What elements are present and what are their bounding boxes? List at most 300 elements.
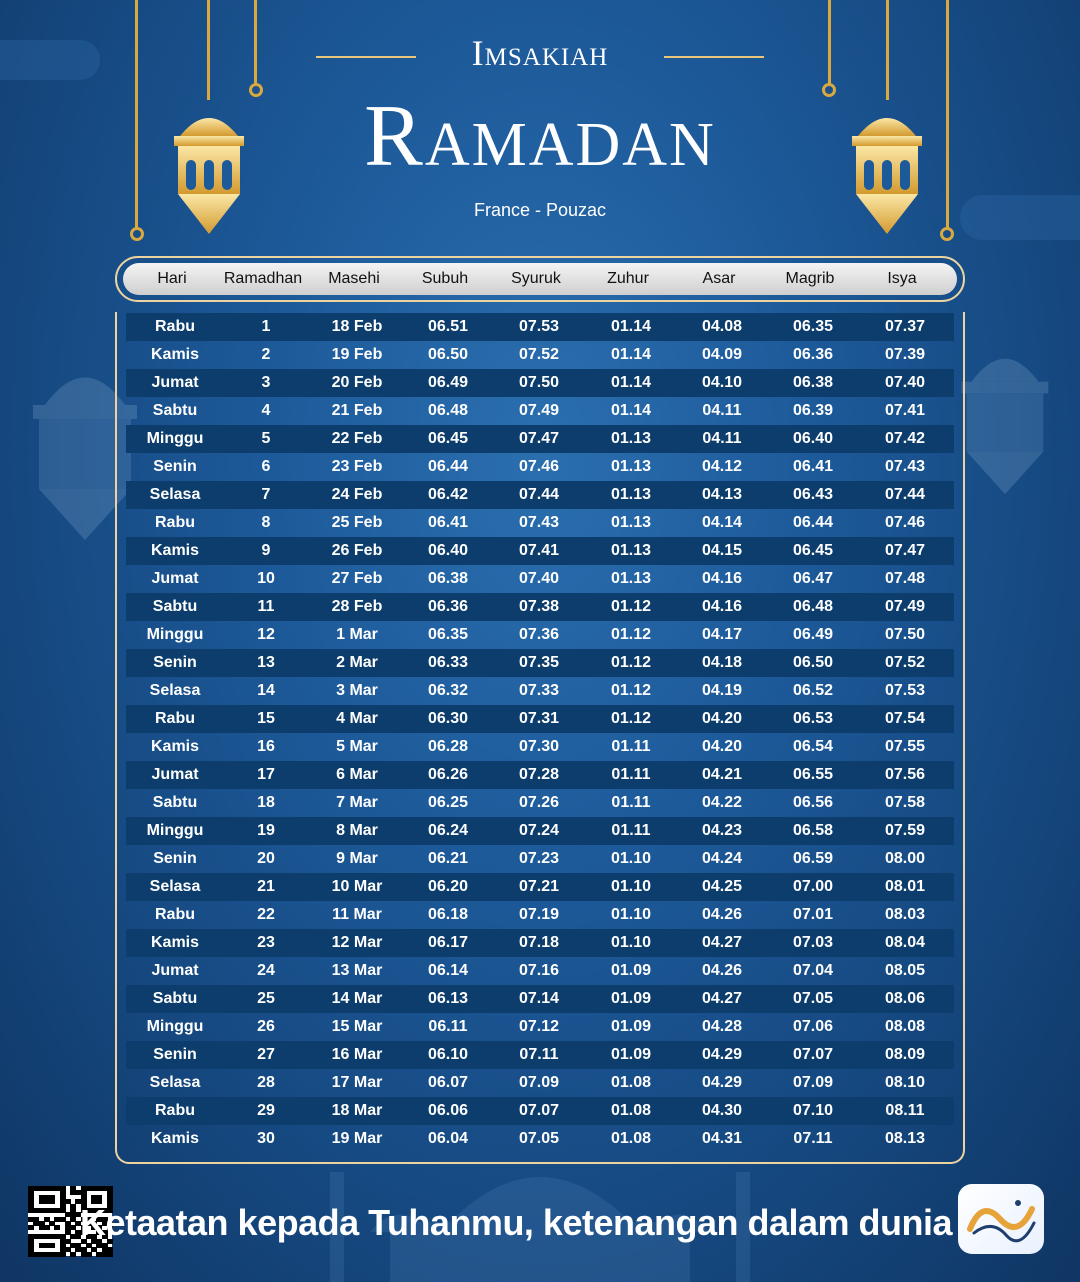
table-cell-ramadhan: 11 (257, 598, 275, 615)
table-cell-asar: 04.27 (701, 990, 743, 1007)
table-cell-ramadhan: 1 (261, 318, 271, 335)
table-cell-hari: Jumat (151, 766, 199, 783)
table-cell-ramadhan: 5 (261, 430, 271, 447)
table-cell-ramadhan: 4 (261, 402, 271, 419)
table-cell-syuruk: 07.28 (518, 766, 560, 783)
qr-module (86, 1252, 92, 1257)
table-cell-masehi: 21 Feb (331, 402, 383, 419)
table-cell-zuhur: 01.13 (610, 570, 652, 587)
table-cell-zuhur: 01.12 (610, 710, 652, 727)
table-cell-syuruk: 07.26 (518, 794, 560, 811)
table-cell-isya: 08.06 (884, 990, 926, 1007)
table-cell-zuhur: 01.09 (610, 1018, 652, 1035)
table-cell-hari: Sabtu (152, 402, 198, 419)
table-cell-syuruk: 07.12 (518, 1018, 560, 1035)
table-cell-masehi: 12 Mar (331, 934, 383, 951)
table-cell-zuhur: 01.09 (610, 962, 652, 979)
table-cell-ramadhan: 10 (257, 570, 275, 587)
table-header-frame (115, 256, 965, 302)
table-cell-ramadhan: 26 (257, 1018, 275, 1035)
table-cell-isya: 08.05 (884, 962, 926, 979)
table-cell-isya: 07.37 (884, 318, 926, 335)
table-cell-asar: 04.19 (701, 682, 743, 699)
table-cell-syuruk: 07.07 (518, 1102, 560, 1119)
table-cell-masehi: 24 Feb (331, 486, 383, 503)
table-cell-asar: 04.16 (701, 598, 743, 615)
table-cell-ramadhan: 7 (261, 486, 271, 503)
table-row (126, 929, 954, 957)
table-cell-asar: 04.20 (701, 710, 743, 727)
table-cell-ramadhan: 28 (257, 1074, 275, 1091)
table-cell-subuh: 06.30 (427, 710, 469, 727)
table-cell-asar: 04.26 (701, 906, 743, 923)
table-cell-asar: 04.11 (702, 430, 742, 447)
table-cell-zuhur: 01.09 (610, 1046, 652, 1063)
qr-module (107, 1252, 113, 1257)
table-cell-hari: Senin (153, 1046, 197, 1063)
table-cell-isya: 07.41 (884, 402, 926, 419)
table-cell-masehi: 13 Mar (331, 962, 383, 979)
table-cell-asar: 04.21 (701, 766, 743, 783)
table-row (126, 1125, 954, 1153)
table-cell-ramadhan: 18 (257, 794, 275, 811)
table-cell-isya: 07.52 (884, 654, 926, 671)
table-cell-syuruk: 07.23 (518, 850, 560, 867)
arabic-calligraphy-logo (958, 1184, 1044, 1254)
table-cell-subuh: 06.36 (427, 598, 469, 615)
table-cell-magrib: 06.53 (792, 710, 834, 727)
table-cell-magrib: 07.10 (792, 1102, 834, 1119)
column-header-zuhur: Zuhur (607, 270, 649, 287)
table-cell-magrib: 06.56 (792, 794, 834, 811)
table-row (126, 341, 954, 369)
table-cell-subuh: 06.44 (427, 458, 469, 475)
table-cell-subuh: 06.25 (427, 794, 469, 811)
table-cell-isya: 07.48 (884, 570, 926, 587)
table-cell-syuruk: 07.30 (518, 738, 560, 755)
table-cell-asar: 04.16 (701, 570, 743, 587)
table-cell-hari: Minggu (146, 430, 204, 447)
table-cell-ramadhan: 3 (261, 374, 271, 391)
table-cell-zuhur: 01.13 (610, 430, 652, 447)
table-cell-ramadhan: 15 (257, 710, 275, 727)
table-cell-subuh: 06.40 (427, 542, 469, 559)
table-row (126, 761, 954, 789)
column-header-asar: Asar (702, 270, 736, 287)
page-subtitle: Imsakiah (471, 33, 609, 73)
table-cell-isya: 07.58 (884, 794, 926, 811)
table-cell-syuruk: 07.09 (518, 1074, 560, 1091)
table-cell-masehi: 28 Feb (331, 598, 383, 615)
table-cell-asar: 04.12 (701, 458, 743, 475)
table-cell-masehi: 23 Feb (331, 458, 383, 475)
table-cell-zuhur: 01.11 (611, 794, 651, 811)
table-cell-subuh: 06.32 (427, 682, 469, 699)
table-cell-asar: 04.24 (701, 850, 743, 867)
table-cell-asar: 04.29 (701, 1074, 743, 1091)
table-cell-isya: 07.54 (884, 710, 926, 727)
table-cell-magrib: 07.03 (792, 934, 834, 951)
table-cell-ramadhan: 23 (257, 934, 275, 951)
table-cell-asar: 04.28 (701, 1018, 743, 1035)
table-row (126, 845, 954, 873)
table-cell-isya: 08.03 (884, 906, 926, 923)
table-cell-hari: Kamis (150, 934, 200, 951)
table-cell-zuhur: 01.10 (610, 850, 652, 867)
table-cell-masehi: 7 Mar (336, 794, 378, 811)
ring-decoration (940, 227, 954, 241)
qr-module (28, 1225, 34, 1230)
table-cell-masehi: 18 Feb (331, 318, 383, 335)
table-cell-magrib: 07.05 (792, 990, 834, 1007)
table-cell-isya: 07.56 (884, 766, 926, 783)
table-cell-masehi: 19 Feb (331, 346, 383, 363)
table-cell-asar: 04.26 (701, 962, 743, 979)
qr-module (44, 1225, 50, 1230)
table-cell-syuruk: 07.49 (518, 402, 560, 419)
table-cell-isya: 07.42 (884, 430, 926, 447)
table-cell-isya: 08.11 (885, 1102, 925, 1119)
table-cell-subuh: 06.20 (427, 878, 469, 895)
table-cell-ramadhan: 20 (257, 850, 275, 867)
table-cell-ramadhan: 14 (257, 682, 275, 699)
table-cell-asar: 04.27 (701, 934, 743, 951)
table-cell-isya: 07.47 (884, 542, 926, 559)
table-cell-subuh: 06.38 (427, 570, 469, 587)
table-row (126, 817, 954, 845)
table-cell-masehi: 17 Mar (331, 1074, 383, 1091)
table-cell-ramadhan: 19 (257, 822, 275, 839)
table-cell-hari: Selasa (149, 1074, 201, 1091)
column-header-magrib: Magrib (785, 270, 835, 287)
table-cell-magrib: 07.04 (792, 962, 834, 979)
table-cell-isya: 07.55 (884, 738, 926, 755)
table-cell-zuhur: 01.14 (610, 346, 652, 363)
table-cell-hari: Kamis (150, 1130, 200, 1147)
table-cell-masehi: 3 Mar (336, 682, 378, 699)
qr-module (49, 1243, 55, 1248)
table-cell-hari: Selasa (149, 878, 201, 895)
table-cell-hari: Kamis (150, 738, 200, 755)
table-cell-subuh: 06.13 (427, 990, 469, 1007)
table-cell-subuh: 06.10 (427, 1046, 469, 1063)
qr-module (70, 1252, 76, 1257)
qr-module (49, 1199, 55, 1204)
table-cell-zuhur: 01.11 (611, 822, 651, 839)
table-cell-zuhur: 01.14 (610, 402, 652, 419)
page-title: Ramadan (364, 88, 716, 185)
table-cell-magrib: 06.59 (792, 850, 834, 867)
table-cell-syuruk: 07.24 (518, 822, 560, 839)
table-cell-magrib: 06.43 (792, 486, 834, 503)
table-cell-hari: Sabtu (152, 598, 198, 615)
table-cell-magrib: 06.55 (792, 766, 834, 783)
table-cell-subuh: 06.18 (427, 906, 469, 923)
table-cell-ramadhan: 9 (261, 542, 271, 559)
table-cell-asar: 04.15 (701, 542, 743, 559)
table-cell-zuhur: 01.08 (610, 1130, 652, 1147)
table-cell-syuruk: 07.19 (518, 906, 560, 923)
table-row (126, 453, 954, 481)
table-row (126, 705, 954, 733)
table-cell-subuh: 06.42 (427, 486, 469, 503)
table-cell-zuhur: 01.10 (610, 906, 652, 923)
table-cell-asar: 04.08 (701, 318, 743, 335)
table-cell-subuh: 06.50 (427, 346, 469, 363)
table-cell-syuruk: 07.11 (519, 1046, 559, 1063)
table-cell-masehi: 10 Mar (331, 878, 383, 895)
table-cell-ramadhan: 8 (261, 514, 271, 531)
table-cell-masehi: 25 Feb (331, 514, 383, 531)
table-row (126, 425, 954, 453)
table-cell-magrib: 06.40 (792, 430, 834, 447)
table-cell-syuruk: 07.31 (518, 710, 560, 727)
table-row (126, 1069, 954, 1097)
background-lantern-icon (955, 330, 1055, 500)
table-cell-magrib: 06.41 (792, 458, 834, 475)
table-row (126, 369, 954, 397)
table-cell-hari: Kamis (150, 542, 200, 559)
table-cell-hari: Minggu (146, 626, 204, 643)
table-row (126, 957, 954, 985)
table-cell-zuhur: 01.08 (610, 1102, 652, 1119)
table-row (126, 565, 954, 593)
table-cell-magrib: 07.11 (793, 1130, 833, 1147)
table-cell-magrib: 06.50 (792, 654, 834, 671)
table-cell-zuhur: 01.13 (610, 486, 652, 503)
table-row (126, 1097, 954, 1125)
table-row (126, 985, 954, 1013)
table-cell-hari: Rabu (155, 906, 195, 923)
table-cell-isya: 08.08 (884, 1018, 926, 1035)
table-cell-masehi: 6 Mar (336, 766, 378, 783)
table-cell-hari: Jumat (151, 570, 199, 587)
table-cell-subuh: 06.21 (427, 850, 469, 867)
table-cell-asar: 04.25 (701, 878, 743, 895)
table-cell-asar: 04.31 (701, 1130, 743, 1147)
table-cell-magrib: 06.44 (792, 514, 834, 531)
table-cell-ramadhan: 24 (257, 962, 275, 979)
table-cell-ramadhan: 13 (257, 654, 275, 671)
table-cell-masehi: 1 Mar (336, 626, 378, 643)
table-cell-hari: Senin (153, 850, 197, 867)
table-cell-hari: Selasa (149, 682, 201, 699)
footer-marquee-text: Ketaatan kepada Tuhanmu, ketenangan dalam dunia (80, 1202, 953, 1243)
table-cell-ramadhan: 6 (261, 458, 271, 475)
table-row (126, 397, 954, 425)
table-cell-asar: 04.18 (701, 654, 743, 671)
column-header-masehi: Masehi (328, 270, 380, 287)
table-cell-magrib: 07.09 (792, 1074, 834, 1091)
table-cell-masehi: 9 Mar (336, 850, 378, 867)
table-cell-syuruk: 07.18 (518, 934, 560, 951)
table-cell-isya: 08.00 (884, 850, 926, 867)
table-cell-isya: 07.49 (884, 598, 926, 615)
table-cell-masehi: 20 Feb (331, 374, 383, 391)
table-cell-syuruk: 07.33 (518, 682, 560, 699)
table-cell-masehi: 5 Mar (336, 738, 378, 755)
table-cell-zuhur: 01.09 (610, 990, 652, 1007)
table-cell-isya: 08.13 (884, 1130, 926, 1147)
table-row (126, 873, 954, 901)
table-cell-isya: 07.46 (884, 514, 926, 531)
table-cell-hari: Rabu (155, 710, 195, 727)
table-cell-ramadhan: 25 (257, 990, 275, 1007)
table-cell-subuh: 06.45 (427, 430, 469, 447)
table-cell-asar: 04.17 (701, 626, 743, 643)
table-cell-masehi: 19 Mar (331, 1130, 383, 1147)
table-cell-hari: Sabtu (152, 990, 198, 1007)
table-cell-subuh: 06.28 (427, 738, 469, 755)
table-cell-isya: 08.09 (884, 1046, 926, 1063)
table-cell-hari: Jumat (151, 962, 199, 979)
table-cell-syuruk: 07.50 (518, 374, 560, 391)
table-cell-masehi: 14 Mar (331, 990, 383, 1007)
table-cell-syuruk: 07.35 (518, 654, 560, 671)
table-cell-syuruk: 07.53 (518, 318, 560, 335)
table-cell-ramadhan: 21 (257, 878, 275, 895)
table-cell-subuh: 06.35 (427, 626, 469, 643)
table-cell-isya: 07.59 (884, 822, 926, 839)
table-row (126, 481, 954, 509)
qr-module (54, 1225, 60, 1230)
table-row (126, 1013, 954, 1041)
table-cell-asar: 04.14 (701, 514, 743, 531)
table-cell-hari: Rabu (155, 514, 195, 531)
table-cell-syuruk: 07.40 (518, 570, 560, 587)
table-cell-hari: Senin (153, 458, 197, 475)
ring-decoration (130, 227, 144, 241)
table-cell-ramadhan: 22 (257, 906, 275, 923)
table-cell-magrib: 06.38 (792, 374, 834, 391)
table-cell-isya: 07.44 (884, 486, 926, 503)
table-cell-subuh: 06.04 (427, 1130, 469, 1147)
table-row (126, 509, 954, 537)
table-cell-isya: 07.40 (884, 374, 926, 391)
table-cell-ramadhan: 29 (257, 1102, 275, 1119)
table-row (126, 649, 954, 677)
table-cell-magrib: 06.35 (792, 318, 834, 335)
table-cell-magrib: 07.00 (792, 878, 834, 895)
table-cell-subuh: 06.11 (428, 1018, 468, 1035)
table-cell-zuhur: 01.13 (610, 458, 652, 475)
column-header-subuh: Subuh (421, 270, 469, 287)
table-cell-hari: Minggu (146, 822, 204, 839)
table-cell-subuh: 06.06 (427, 1102, 469, 1119)
table-cell-hari: Rabu (155, 1102, 195, 1119)
table-cell-masehi: 16 Mar (331, 1046, 383, 1063)
table-cell-zuhur: 01.14 (610, 374, 652, 391)
table-cell-zuhur: 01.12 (610, 654, 652, 671)
table-cell-magrib: 06.36 (792, 346, 834, 363)
table-cell-masehi: 27 Feb (331, 570, 383, 587)
table-cell-asar: 04.29 (701, 1046, 743, 1063)
table-cell-isya: 07.43 (884, 458, 926, 475)
column-header-hari: Hari (157, 270, 187, 287)
table-cell-masehi: 2 Mar (336, 654, 378, 671)
table-cell-magrib: 06.39 (792, 402, 834, 419)
table-cell-ramadhan: 2 (261, 346, 271, 363)
table-cell-zuhur: 01.11 (611, 738, 651, 755)
table-cell-asar: 04.30 (701, 1102, 743, 1119)
table-cell-asar: 04.09 (701, 346, 743, 363)
table-row (126, 593, 954, 621)
table-cell-syuruk: 07.05 (518, 1130, 560, 1147)
table-cell-masehi: 8 Mar (336, 822, 378, 839)
table-cell-masehi: 18 Mar (331, 1102, 383, 1119)
table-cell-syuruk: 07.47 (518, 430, 560, 447)
table-cell-syuruk: 07.46 (518, 458, 560, 475)
table-cell-isya: 08.04 (884, 934, 926, 951)
table-cell-isya: 07.39 (884, 346, 926, 363)
table-cell-syuruk: 07.36 (518, 626, 560, 643)
table-cell-magrib: 06.45 (792, 542, 834, 559)
table-cell-subuh: 06.26 (427, 766, 469, 783)
table-cell-ramadhan: 12 (257, 626, 275, 643)
table-cell-ramadhan: 16 (257, 738, 275, 755)
location-label: France - Pouzac (473, 200, 607, 220)
table-row (126, 677, 954, 705)
table-cell-hari: Senin (153, 654, 197, 671)
table-cell-hari: Sabtu (152, 794, 198, 811)
table-cell-zuhur: 01.11 (611, 766, 651, 783)
qr-module (60, 1252, 66, 1257)
table-cell-isya: 08.10 (884, 1074, 926, 1091)
column-header-syuruk: Syuruk (511, 270, 561, 287)
table-row (126, 789, 954, 817)
logo-calligraphy-icon (962, 1189, 1040, 1249)
table-cell-hari: Kamis (150, 346, 200, 363)
table-row (126, 313, 954, 341)
column-header-isya: Isya (887, 270, 917, 287)
table-cell-masehi: 15 Mar (331, 1018, 383, 1035)
table-cell-zuhur: 01.10 (610, 934, 652, 951)
table-cell-magrib: 07.07 (792, 1046, 834, 1063)
table-cell-asar: 04.22 (701, 794, 743, 811)
table-cell-magrib: 06.54 (792, 738, 834, 755)
subtitle-wrap (0, 32, 1080, 74)
table-cell-magrib: 06.58 (792, 822, 834, 839)
table-cell-zuhur: 01.12 (610, 626, 652, 643)
schedule-table-body (126, 313, 954, 1153)
table-cell-magrib: 06.47 (792, 570, 834, 587)
table-cell-zuhur: 01.10 (610, 878, 652, 895)
table-cell-asar: 04.13 (701, 486, 743, 503)
table-cell-masehi: 22 Feb (331, 430, 383, 447)
table-cell-isya: 07.50 (884, 626, 926, 643)
table-cell-asar: 04.10 (701, 374, 743, 391)
table-cell-subuh: 06.17 (427, 934, 469, 951)
table-cell-subuh: 06.24 (427, 822, 469, 839)
table-cell-syuruk: 07.21 (518, 878, 560, 895)
column-header-ramadhan: Ramadhan (223, 270, 303, 287)
table-cell-syuruk: 07.41 (518, 542, 560, 559)
table-cell-hari: Minggu (146, 1018, 204, 1035)
table-cell-zuhur: 01.13 (610, 542, 652, 559)
table-cell-subuh: 06.33 (427, 654, 469, 671)
table-cell-magrib: 06.48 (792, 598, 834, 615)
table-cell-hari: Selasa (149, 486, 201, 503)
table-cell-magrib: 07.06 (792, 1018, 834, 1035)
table-cell-zuhur: 01.12 (610, 598, 652, 615)
table-cell-syuruk: 07.52 (518, 346, 560, 363)
table-cell-zuhur: 01.08 (610, 1074, 652, 1091)
table-cell-magrib: 06.49 (792, 626, 834, 643)
table-cell-subuh: 06.48 (427, 402, 469, 419)
table-cell-zuhur: 01.12 (610, 682, 652, 699)
table-row (126, 733, 954, 761)
table-row (126, 621, 954, 649)
